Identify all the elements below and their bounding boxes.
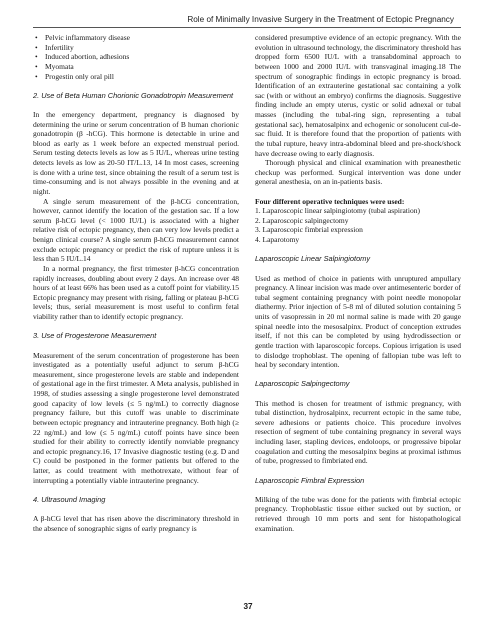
paragraph: In the emergency department, pregnancy is diagnosed by determining the urine or serum concentration of B human chorionic gonadotropin (β -hCG). This hormone is detectable in urine and blood as early as 1 week before an expected menstrual period. Serum testing detects levels as low as 5 IU/L, whereas urine testing detects levels as low as 20-50 IT/L.13, 14 In most cases, screening is done with a urine test, since obtaining the result of a serum test is time-consuming and is not always possible in the evening and at night. xyxy=(33,109,239,196)
paragraph: Thorough physical and clinical examination with preanesthetic checkup was performed. Surgical intervention was done under general anesthesia, on an in-patients basis. xyxy=(255,158,461,187)
page-number: 37 xyxy=(243,602,253,611)
subheading-salpingectomy: Laparoscopic Salpingectomy xyxy=(255,379,350,389)
section-heading-ultrasound: 4. Ultrasound Imaging xyxy=(33,494,106,504)
list-item: 2. Laparoscopic salpingectomy xyxy=(255,215,349,225)
list-item: 3. Laparoscopic fimbrial expression xyxy=(255,225,363,235)
list-item: 4. Laparotomy xyxy=(255,235,300,245)
left-column xyxy=(33,33,239,533)
paragraph: A single serum measurement of the β-hCG concentration, however, cannot identify the location of the gestation sac. If a low serum β-hCG level (< 1000 IU/L) is associated with a higher relative risk of ectopic pregnancy, then can very low levels predict a benign clinical course? A single serum β-hCG measurement cannot exclude ectopic pregnancy or predict the risk of rupture unless it is less than 5 IU/L.14 xyxy=(33,196,239,264)
techniques-list xyxy=(255,206,461,245)
running-head xyxy=(0,0,494,30)
techniques-heading: Four different operative techniques were used: xyxy=(255,196,405,206)
section-heading-progesterone: 3. Use of Progesterone Measurement xyxy=(33,331,157,341)
list-item: • Pelvic inflammatory disease xyxy=(33,33,239,43)
header-rule xyxy=(33,27,461,28)
subheading-fimbral-expression: Laparoscopic Fimbral Expression xyxy=(255,475,365,485)
paragraph: Measurement of the serum concentration of progesterone has been investigated as a potentially useful adjunct to serum β-hCG measurement, since progesterone levels are stable and independent of gestational age in the first trimester. A Meta analysis, published in 1998, of studies assessing a single progesterone level demonstrated good capacity of low levels (≤ 5 ng/mL) to correctly diagnose pregnancy failure, but this cutoff was unable to discriminate between ectopic pregnancy and intrauterine pregnancy. Both high (≥ 22 ng/mL) and low (≤ 5 ng/mL) cutoff points have since been studied for their ability to correctly identify nonviable pregnancy and ectopic pregnancy.16, 17 Invasive diagnostic testing (e.g. D and C) could be postponed in the former patients but offered to the latter, as could treatment with methotrexate, without fear of interrupting a potentially viable intrauterine pregnancy. xyxy=(33,350,240,485)
risk-factor-list xyxy=(33,33,239,81)
paragraph: In a normal pregnancy, the first trimester β-hCG concentration rapidly increases, doubling about every 2 days. An increase over 48 hours of at least 66% has been used as a cutoff point for viability.15 Ectopic pregnancy may present with rising, falling or plateau β-hCG levels; thus, serial measurement is most useful to confirm fetal viability rather than to identify ectopic pregnancy. xyxy=(33,263,239,322)
list-item: 1. Laparoscopic linear salpingiotomy (tubal aspiration) xyxy=(255,206,420,216)
paragraph: This method is chosen for treatment of isthmic pregnancy, with tubal distinction, hydrosalpinx, recurrent ectopic in the same tube, severe adhesions or patients choice. This procedure involves resection of segment of tube containing pregnancy in several ways including laser, stapling devices, endoloops, or progressive bipolar coagulation and cutting the mesosalpinx begins at proximal isthmus of tube, progressed to fimbriated end. xyxy=(255,398,461,466)
paragraph: Milking of the tube was done for the patients with fimbrial ectopic pregnancy. Trophoblastic tissue either sucked out by suction, or retrieved through 10 mm ports and sent for histopathological examination. xyxy=(255,494,461,533)
right-column xyxy=(255,33,461,533)
list-item: • Induced abortion, adhesions xyxy=(33,52,239,62)
paragraph: considered presumptive evidence of an ectopic pregnancy. With the evolution in ultrasound technology, the discriminatory threshold has dropped form 6500 IU/L with a transabdominal approach to between 1000 and 2000 IU/L with transvaginal imaging.18 The spectrum of sonographic findings in ectopic pregnancy is broad. Identification of an extrauterine gestational sac containing a yolk sac (with or without an embryo) confirms the diagnosis. Suggestive finding include an empty uterus, cystic or solid adnexal or tubal masses (including the tubal-ring sign, representing a tubal gestational sac), hematosalpinx and echogenic or sonolucent cul-de-sac fluid. It is therefore found that the proportion of patients with the tubal rupture, heavy intra-abdominal bleed and pre-shock/shock have decrease owing to early diagnosis. xyxy=(255,33,461,158)
list-item: • Myomata xyxy=(33,62,239,72)
paragraph: A β-hCG level that has risen above the discriminatory threshold in the absence of sonographic signs of early pregnancy is xyxy=(33,514,239,533)
section-heading-hcg: 2. Use of Beta Human Chorionic Gonadotropin Measurement xyxy=(33,90,234,100)
list-item: • Infertility xyxy=(33,43,239,53)
list-item: • Progestin only oral pill xyxy=(33,72,239,82)
paragraph: Used as method of choice in patients with unruptured ampullary pregnancy. A linear incision was made over antimesenteric border of tubal segment containing pregnancy with point needle monopolar diathermy. Prior injection of 5-8 ml of diluted solution containing 5 units of vasopressin in 20 ml normal saline is made with 20 gauge spinal needle into the mesosalpinx. Product of conception extrudes itself, if not this can be completed by using hydrodissection or gentle traction with laparoscopic forceps. Copious irrigation is used to dislodge trophoblast. The opening of fallopian tube was left to heal by secondary intention. xyxy=(255,273,461,370)
subheading-salpingiotomy: Laparoscopic Linear Salpingiotomy xyxy=(255,254,371,264)
running-head-title: Role of Minimally Invasive Surgery in the Treatment of Ectopic Pregnancy xyxy=(187,15,454,24)
